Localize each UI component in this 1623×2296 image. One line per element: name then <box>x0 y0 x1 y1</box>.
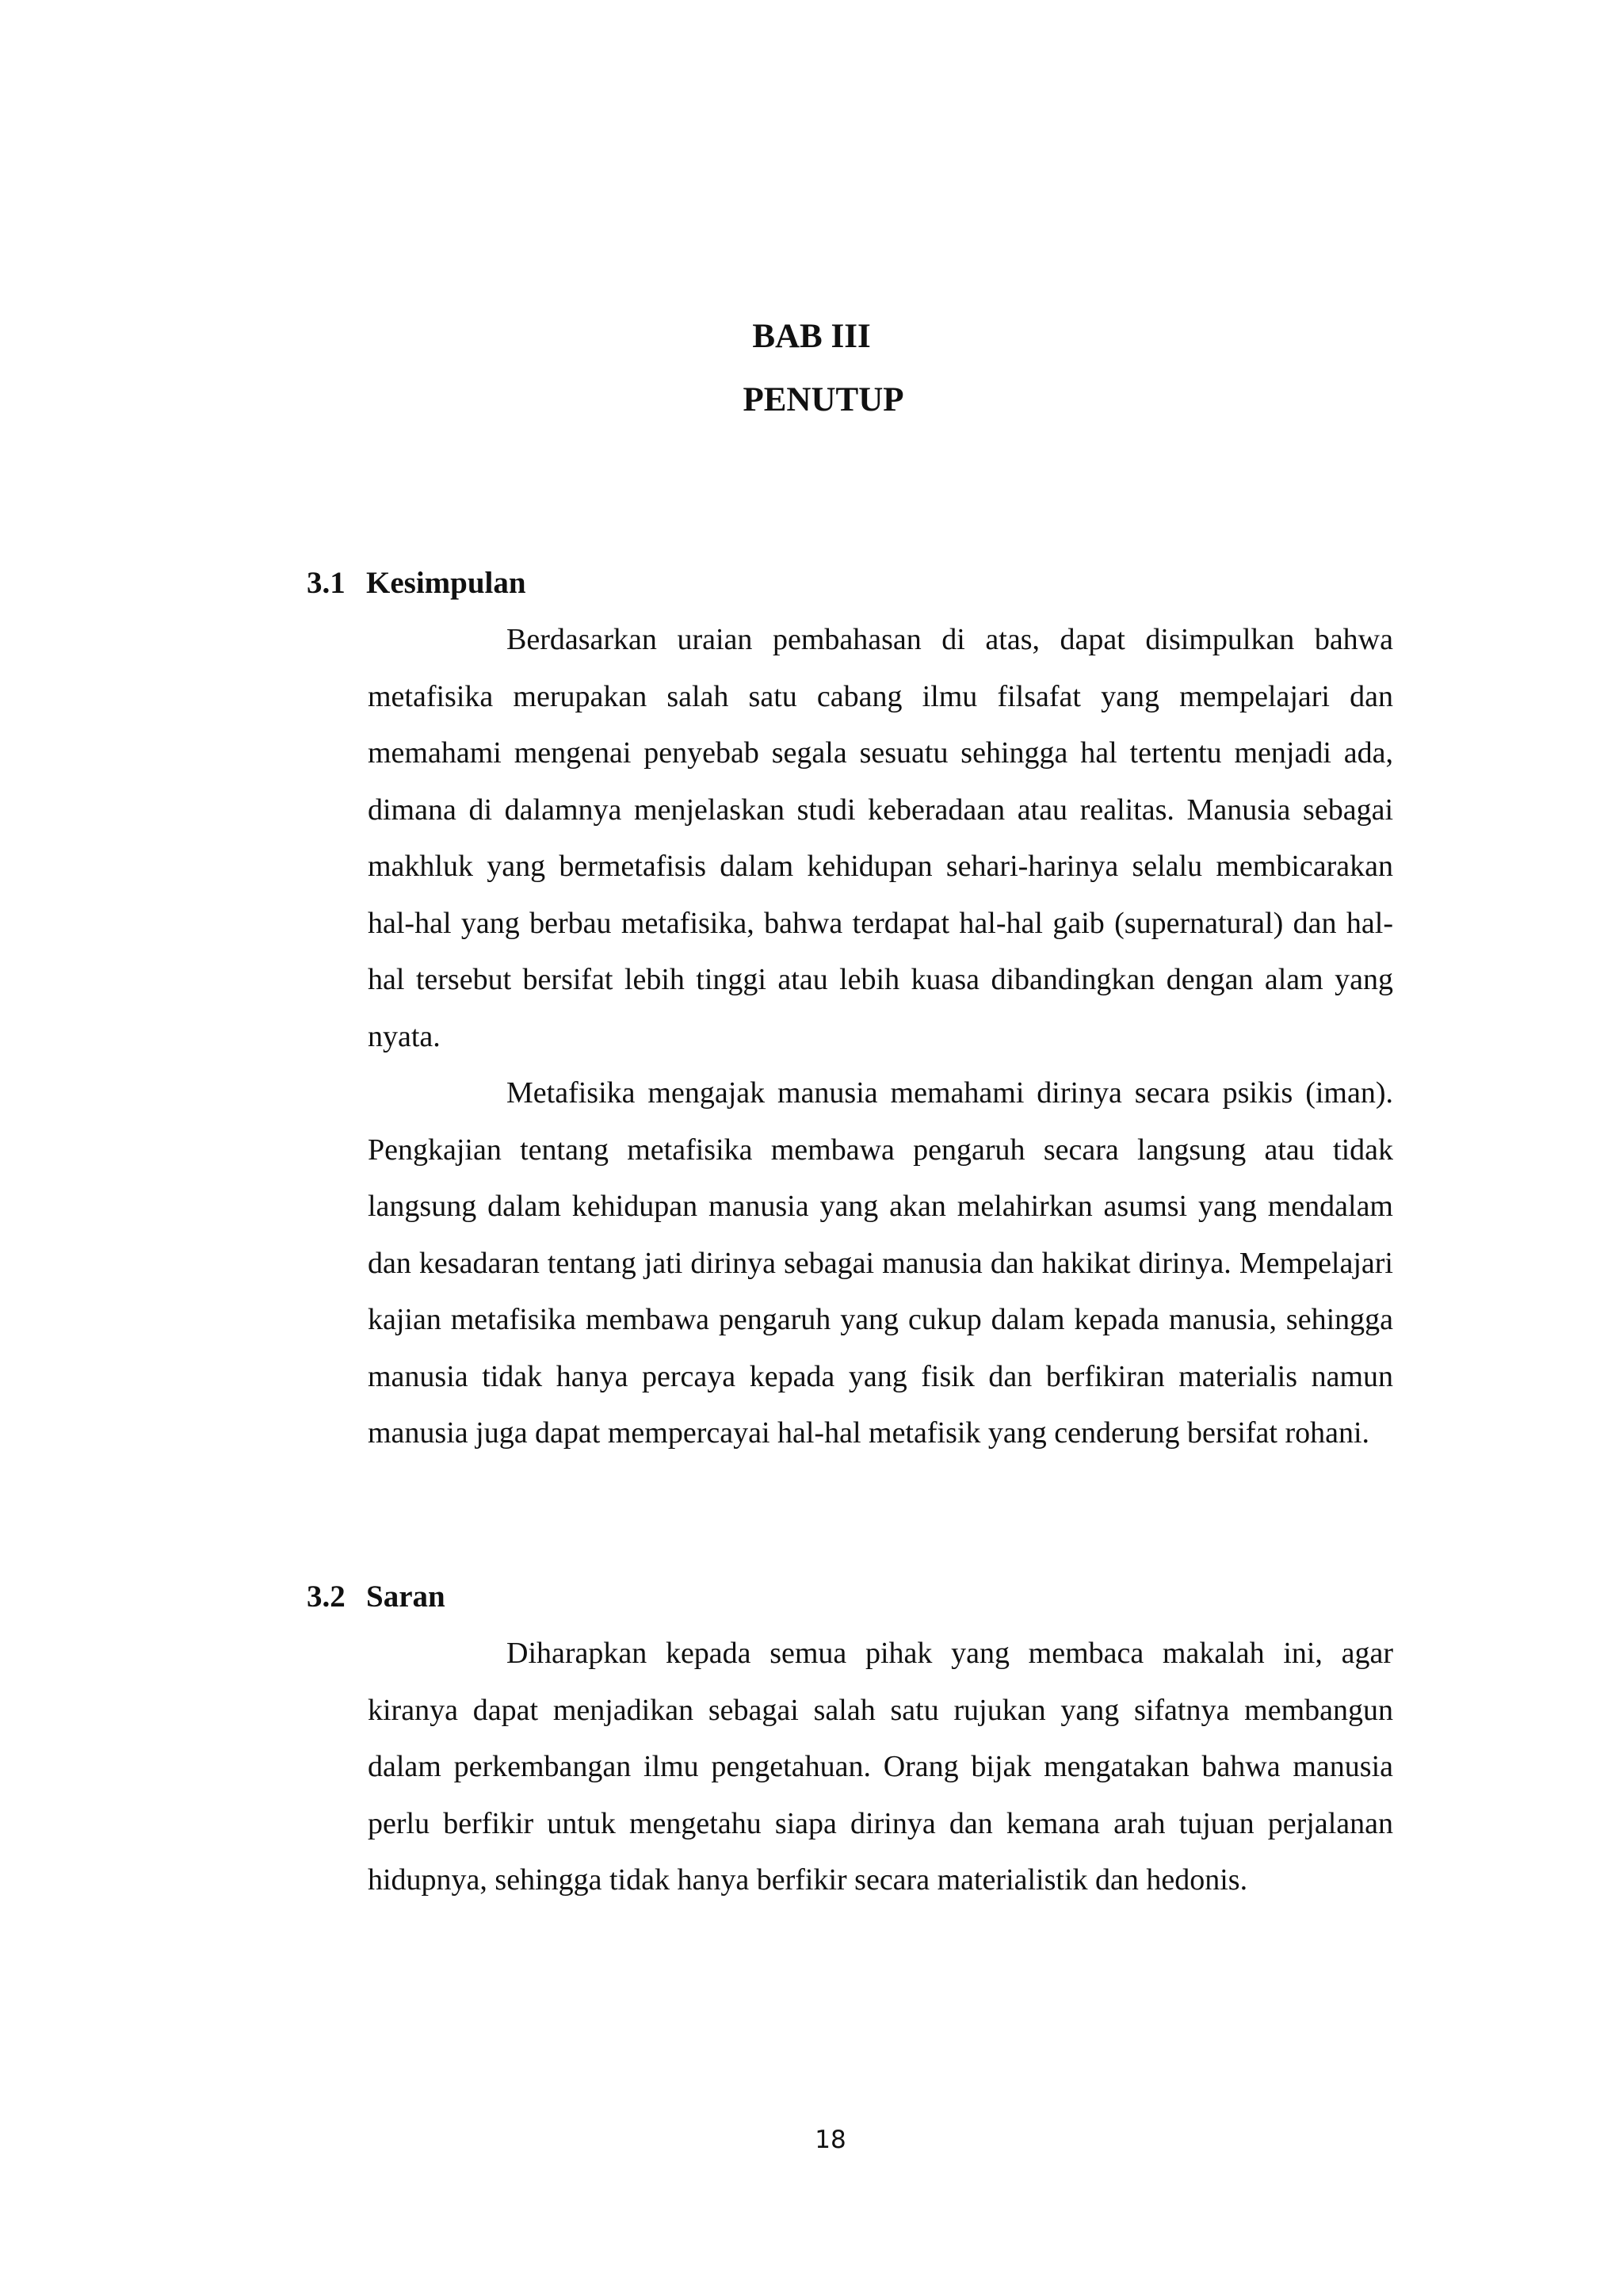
section-heading-saran <box>307 1577 445 1617</box>
chapter-heading <box>0 305 1623 432</box>
paragraph: Diharapkan kepada semua pihak yang membaca makalah ini, agar kiranya dapat menjadikan sebagai salah satu rujukan yang sifatnya membangun dalam perkembangan ilmu pengetahuan. Orang bijak mengatakan bahwa manusia perlu berfikir untuk mengetahu siapa dirinya dan kemana arah tujuan perjalanan hidupnya, sehingga tidak hanya berfikir secara materialistik dan hedonis. <box>368 1637 1393 1897</box>
chapter-number: BAB III <box>752 318 871 355</box>
section-title: Saran <box>366 1580 445 1614</box>
section-heading-kesimpulan <box>307 563 526 603</box>
paragraph: Berdasarkan uraian pembahasan di atas, dapat disimpulkan bahwa metafisika merupakan salah satu cabang ilmu filsafat yang mempelajari dan memahami mengenai penyebab segala sesuatu sehingga hal tertentu menjadi ada, dimana di dalamnya menjelaskan studi keberadaan atau realitas. Manusia sebagai makhluk yang bermetafisis dalam kehidupan sehari-harinya selalu membicarakan hal-hal yang berbau metafisika, bahwa terdapat hal-hal gaib (supernatural) dan hal-hal tersebut bersifat lebih tinggi atau lebih kuasa dibandingkan dengan alam yang nyata. <box>368 623 1393 1053</box>
section-title: Kesimpulan <box>366 566 526 600</box>
section-body-kesimpulan <box>368 612 1393 1462</box>
section-number: 3.2 <box>307 1580 346 1614</box>
chapter-title: PENUTUP <box>743 381 904 418</box>
paragraph: Metafisika mengajak manusia memahami dirinya secara psikis (iman). Pengkajian tentang metafisika membawa pengaruh secara langsung atau tidak langsung dalam kehidupan manusia yang akan melahirkan asumsi yang mendalam dan kesadaran tentang jati dirinya sebagai manusia dan hakikat dirinya. Mempelajari kajian metafisika membawa pengaruh yang cukup dalam kepada manusia, sehingga manusia tidak hanya percaya kepada yang fisik dan berfikiran materialis namun manusia juga dapat mempercayai hal-hal metafisik yang cenderung bersifat rohani. <box>368 1076 1393 1450</box>
section-body-saran <box>368 1626 1393 1909</box>
section-number: 3.1 <box>307 566 346 600</box>
page-number: 18 <box>815 2126 846 2154</box>
